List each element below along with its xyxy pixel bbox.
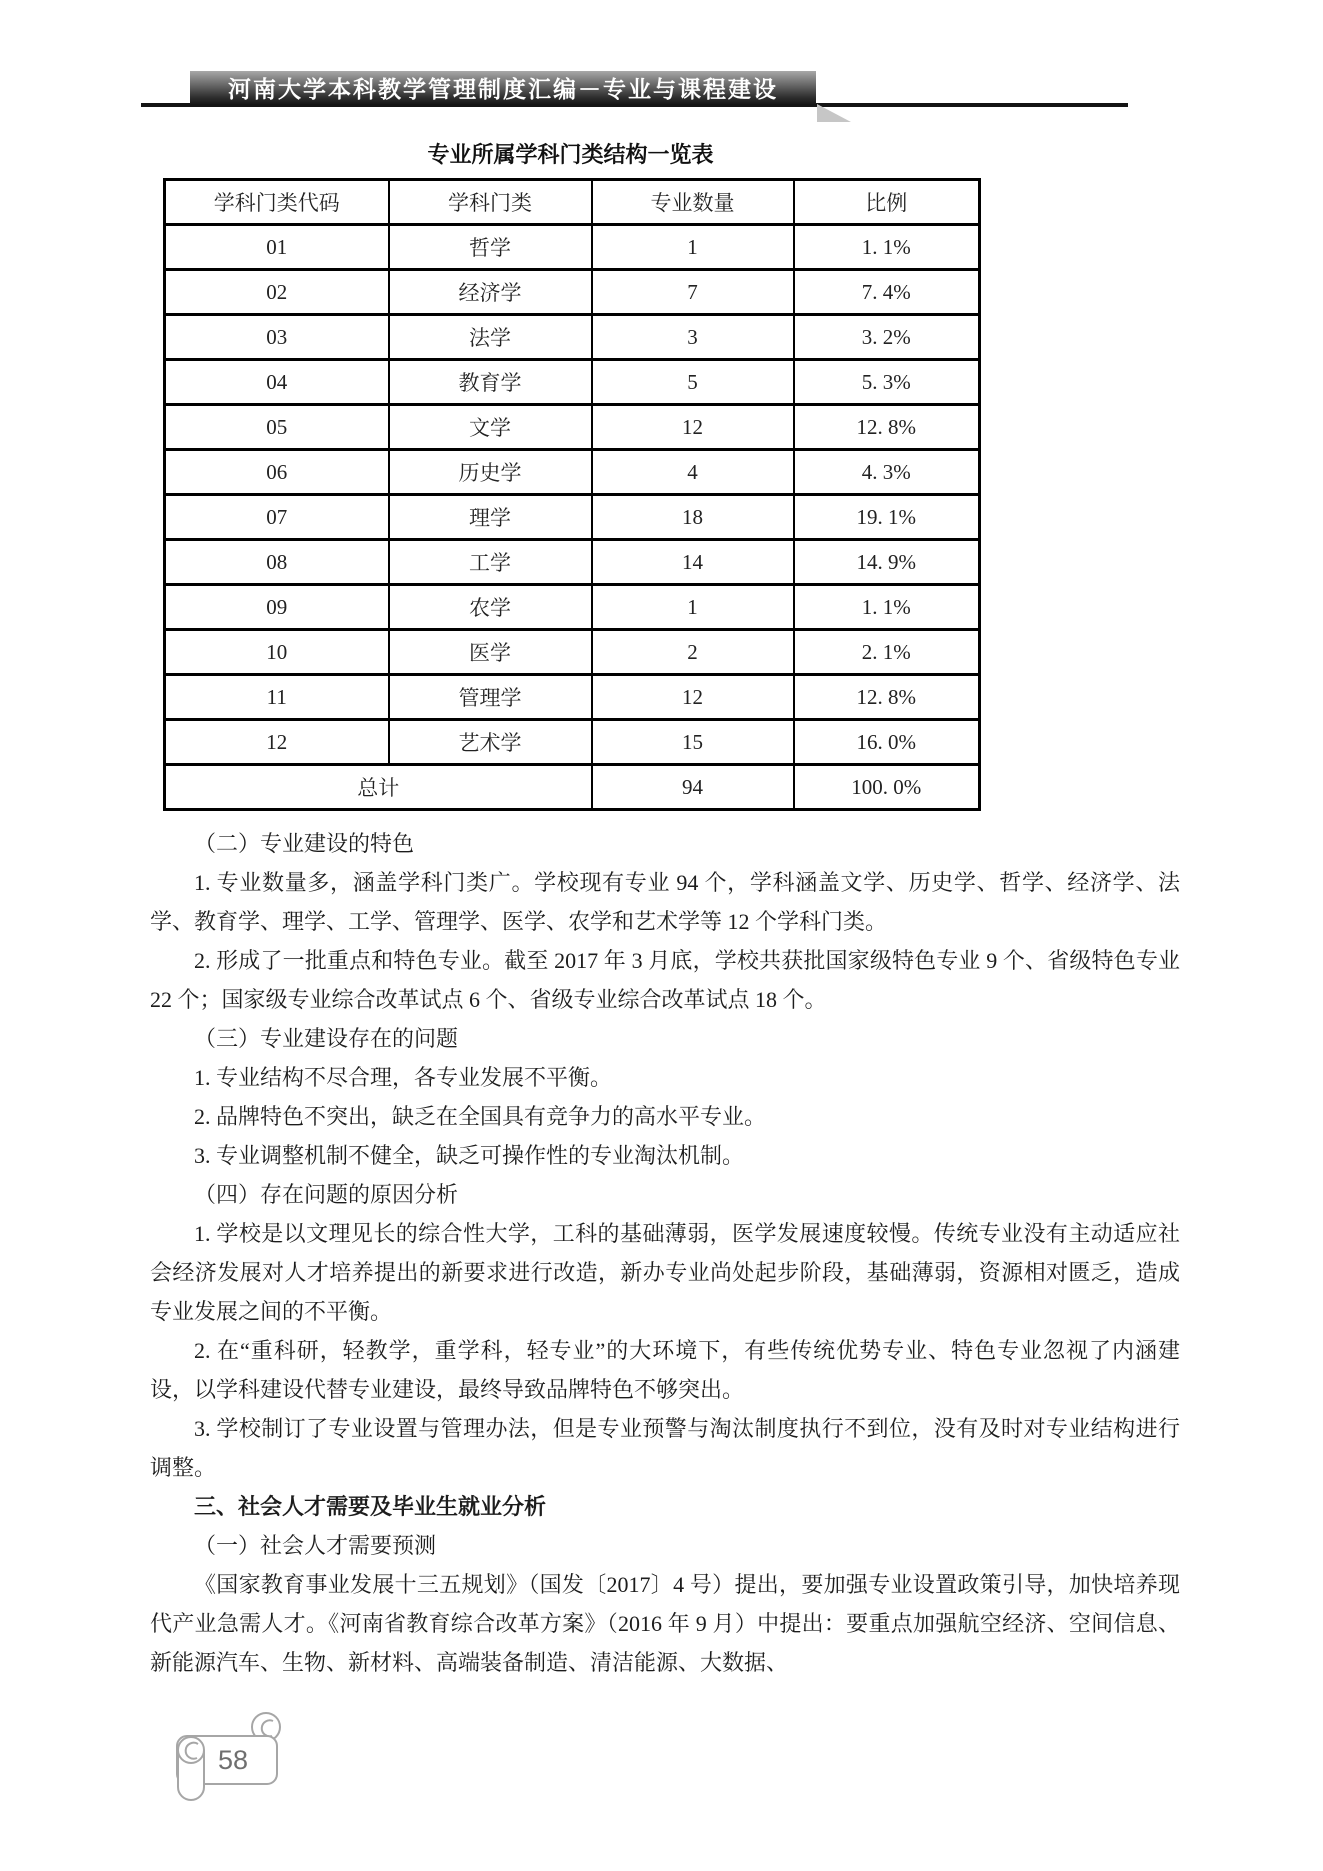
total-ratio: 100. 0% bbox=[794, 765, 980, 810]
table-cell: 12 bbox=[592, 675, 794, 720]
table-cell: 1 bbox=[592, 585, 794, 630]
paragraph: 三、社会人才需要及毕业生就业分析 bbox=[194, 1494, 547, 1519]
body-paragraphs bbox=[150, 824, 1180, 1682]
table-cell: 07 bbox=[165, 495, 389, 540]
paragraph: 1. 学校是以文理见长的综合性大学，工科的基础薄弱，医学发展速度较慢。传统专业没有主动适应社会经济发展对人才培养提出的新要求进行改造，新办专业尚处起步阶段，基础薄弱，资源相对匮乏，造成专业发展之间的不平衡。 bbox=[150, 1221, 1180, 1324]
table-cell: 理学 bbox=[389, 495, 592, 540]
table-cell: 5. 3% bbox=[794, 360, 980, 405]
table-cell: 农学 bbox=[389, 585, 592, 630]
table-cell: 3 bbox=[592, 315, 794, 360]
table-cell: 03 bbox=[165, 315, 389, 360]
table-cell: 12. 8% bbox=[794, 675, 980, 720]
table-cell: 09 bbox=[165, 585, 389, 630]
paragraph: 1. 专业结构不尽合理，各专业发展不平衡。 bbox=[194, 1065, 613, 1090]
table-cell: 18 bbox=[592, 495, 794, 540]
table-cell: 1. 1% bbox=[794, 585, 980, 630]
table-cell: 14. 9% bbox=[794, 540, 980, 585]
table-cell: 经济学 bbox=[389, 270, 592, 315]
page-footer bbox=[163, 1710, 303, 1810]
table-cell: 16. 0% bbox=[794, 720, 980, 765]
table-row bbox=[165, 360, 980, 405]
table-cell: 3. 2% bbox=[794, 315, 980, 360]
table-cell: 工学 bbox=[389, 540, 592, 585]
table-row bbox=[165, 630, 980, 675]
table-cell: 15 bbox=[592, 720, 794, 765]
column-header-class: 学科门类 bbox=[389, 180, 592, 225]
paragraph: 2. 形成了一批重点和特色专业。截至 2017 年 3 月底，学校共获批国家级特色专业 9 个、省级特色专业 22 个；国家级专业综合改革试点 6 个、省级专业综合改革试点 18 个。 bbox=[150, 948, 1180, 1012]
paragraph: 3. 专业调整机制不健全，缺乏可操作性的专业淘汰机制。 bbox=[194, 1143, 745, 1168]
column-header-code: 学科门类代码 bbox=[165, 180, 389, 225]
table-cell: 01 bbox=[165, 225, 389, 270]
paragraph: 2. 品牌特色不突出，缺乏在全国具有竞争力的高水平专业。 bbox=[194, 1104, 767, 1129]
table-cell: 12. 8% bbox=[794, 405, 980, 450]
table-cell: 02 bbox=[165, 270, 389, 315]
table-cell: 1 bbox=[592, 225, 794, 270]
table-cell: 10 bbox=[165, 630, 389, 675]
table-cell: 7. 4% bbox=[794, 270, 980, 315]
paragraph: 3. 学校制订了专业设置与管理办法，但是专业预警与淘汰制度执行不到位，没有及时对专业结构进行调整。 bbox=[150, 1416, 1180, 1480]
table-cell: 11 bbox=[165, 675, 389, 720]
table-row bbox=[165, 315, 980, 360]
table-cell: 04 bbox=[165, 360, 389, 405]
table-cell: 4. 3% bbox=[794, 450, 980, 495]
page-number: 58 bbox=[217, 1745, 249, 1775]
page-number-scroll-icon bbox=[163, 1710, 297, 1807]
table-row bbox=[165, 405, 980, 450]
table-cell: 12 bbox=[592, 405, 794, 450]
table-cell: 2. 1% bbox=[794, 630, 980, 675]
table-cell: 2 bbox=[592, 630, 794, 675]
table-row bbox=[165, 540, 980, 585]
total-count: 94 bbox=[592, 765, 794, 810]
paragraph: 1. 专业数量多，涵盖学科门类广。学校现有专业 94 个，学科涵盖文学、历史学、哲学、经济学、法学、教育学、理学、工学、管理学、医学、农学和艺术学等 12 个学科门类。 bbox=[150, 870, 1180, 934]
header-banner bbox=[190, 71, 816, 104]
table-row bbox=[165, 720, 980, 765]
paragraph: 2. 在“重科研，轻教学，重学科，轻专业”的大环境下，有些传统优势专业、特色专业忽视了内涵建设，以学科建设代替专业建设，最终导致品牌特色不够突出。 bbox=[150, 1338, 1180, 1402]
table-cell: 医学 bbox=[389, 630, 592, 675]
table-cell: 5 bbox=[592, 360, 794, 405]
header-banner-title: 河南大学本科教学管理制度汇编－专业与课程建设 bbox=[228, 77, 778, 102]
table-row bbox=[165, 450, 980, 495]
table-cell: 管理学 bbox=[389, 675, 592, 720]
paragraph: （三）专业建设存在的问题 bbox=[194, 1026, 459, 1051]
column-header-ratio: 比例 bbox=[794, 180, 980, 225]
table-cell: 4 bbox=[592, 450, 794, 495]
table-cell: 06 bbox=[165, 450, 389, 495]
table-cell: 14 bbox=[592, 540, 794, 585]
paragraph: （一）社会人才需要预测 bbox=[194, 1533, 437, 1558]
total-label: 总计 bbox=[165, 765, 592, 810]
table-row bbox=[165, 675, 980, 720]
table-cell: 法学 bbox=[389, 315, 592, 360]
table-cell: 艺术学 bbox=[389, 720, 592, 765]
table-cell: 文学 bbox=[389, 405, 592, 450]
table-cell: 05 bbox=[165, 405, 389, 450]
page-content bbox=[150, 138, 1180, 1682]
table-cell: 教育学 bbox=[389, 360, 592, 405]
paragraph: 《国家教育事业发展十三五规划》（国发〔2017〕4 号）提出，要加强专业设置政策引导，加快培养现代产业急需人才。《河南省教育综合改革方案》（2016 年 9 月）中提出：要重点加强航空经济、空间信息、新能源汽车、生物、新材料、高端装备制造、清洁能源、大数据、 bbox=[150, 1572, 1180, 1675]
column-header-count: 专业数量 bbox=[592, 180, 794, 225]
table-total-row bbox=[165, 765, 980, 810]
table-cell: 19. 1% bbox=[794, 495, 980, 540]
table-header-row bbox=[165, 180, 980, 225]
paragraph: （四）存在问题的原因分析 bbox=[194, 1182, 459, 1207]
table-row bbox=[165, 585, 980, 630]
paragraph: （二）专业建设的特色 bbox=[194, 831, 415, 856]
table-row bbox=[165, 270, 980, 315]
table-title: 专业所属学科门类结构一览表 bbox=[427, 142, 714, 167]
table-cell: 哲学 bbox=[389, 225, 592, 270]
table-cell: 12 bbox=[165, 720, 389, 765]
table-row bbox=[165, 495, 980, 540]
table-cell: 08 bbox=[165, 540, 389, 585]
table-cell: 历史学 bbox=[389, 450, 592, 495]
table-cell: 1. 1% bbox=[794, 225, 980, 270]
table-body bbox=[165, 225, 980, 765]
table-row bbox=[165, 225, 980, 270]
discipline-structure-table bbox=[163, 178, 981, 811]
table-cell: 7 bbox=[592, 270, 794, 315]
